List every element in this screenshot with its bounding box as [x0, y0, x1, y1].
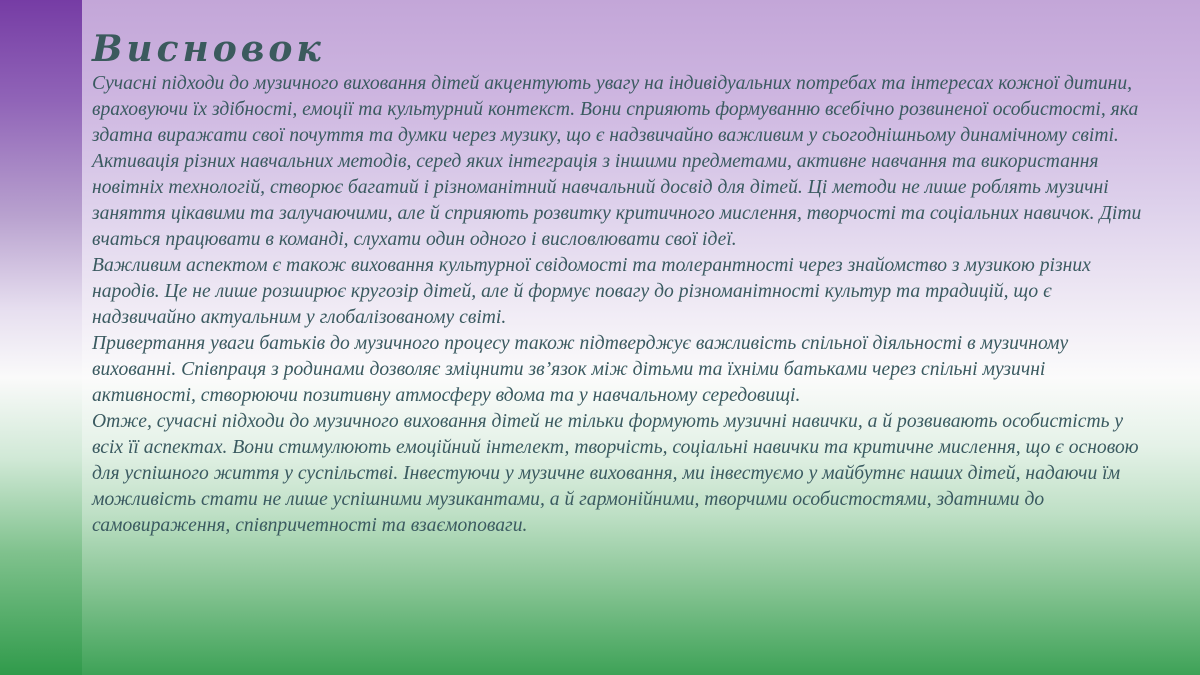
slide-title: Висновок [92, 28, 325, 70]
paragraph-1: Сучасні підходи до музичного виховання дітей акцентують увагу на індивідуальних потребах та інтересах кожної дитини, враховуючи їх здібності, емоції та культурний контекст. Вони сприяють формуванню всебічно розвиненої особистості, яка здатна виражати свої почуття та думки через музику, що є надзвичайно важливим у сьогоднішньому динамічному світі. [92, 73, 1139, 146]
paragraph-2: Активація різних навчальних методів, серед яких інтеграція з іншими предметами, активне навчання та використання новітніх технологій, створює багатий і різноманітний навчальний досвід для дітей. Ці методи не лише роблять музичні заняття цікавими та залучаючими, але й сприяють розвитку критичного мислення, творчості та соціальних навичок. Діти вчаться працювати в команді, слухати один одного і висловлювати свої ідеї. [92, 151, 1142, 250]
paragraph-5: Отже, сучасні підходи до музичного виховання дітей не тільки формують музичні навички, а й розвивають особистість у всіх її аспектах. Вони стимулюють емоційний інтелект, творчість, соціальні навички та критичне мислення, що є основою для успішного життя у суспільстві. Інвестуючи у музичне виховання, ми інвестуємо у майбутнє наших дітей, надаючи їм можливість стати не лише успішними музикантами, а й гармонійними, творчими особистостями, здатними до самовираження, співпричетності та взаємоповаги. [92, 411, 1139, 536]
slide-content [92, 28, 1142, 539]
paragraph-3: Важливим аспектом є також виховання культурної свідомості та толерантності через знайомство з музикою різних народів. Це не лише розширює кругозір дітей, але й формує повагу до різноманітності культур та традицій, що є надзвичайно актуальним у глобалізованому світі. [92, 255, 1091, 328]
paragraph-4: Привертання уваги батьків до музичного процесу також підтверджує важливість спільної діяльності в музичному вихованні. Співпраця з родинами дозволяє зміцнити зв’язок між дітьми та їхніми батьками через спільні музичні активності, створюючи позитивну атмосферу вдома та у навчальному середовищі. [92, 333, 1069, 406]
decorative-side-band [0, 0, 82, 675]
